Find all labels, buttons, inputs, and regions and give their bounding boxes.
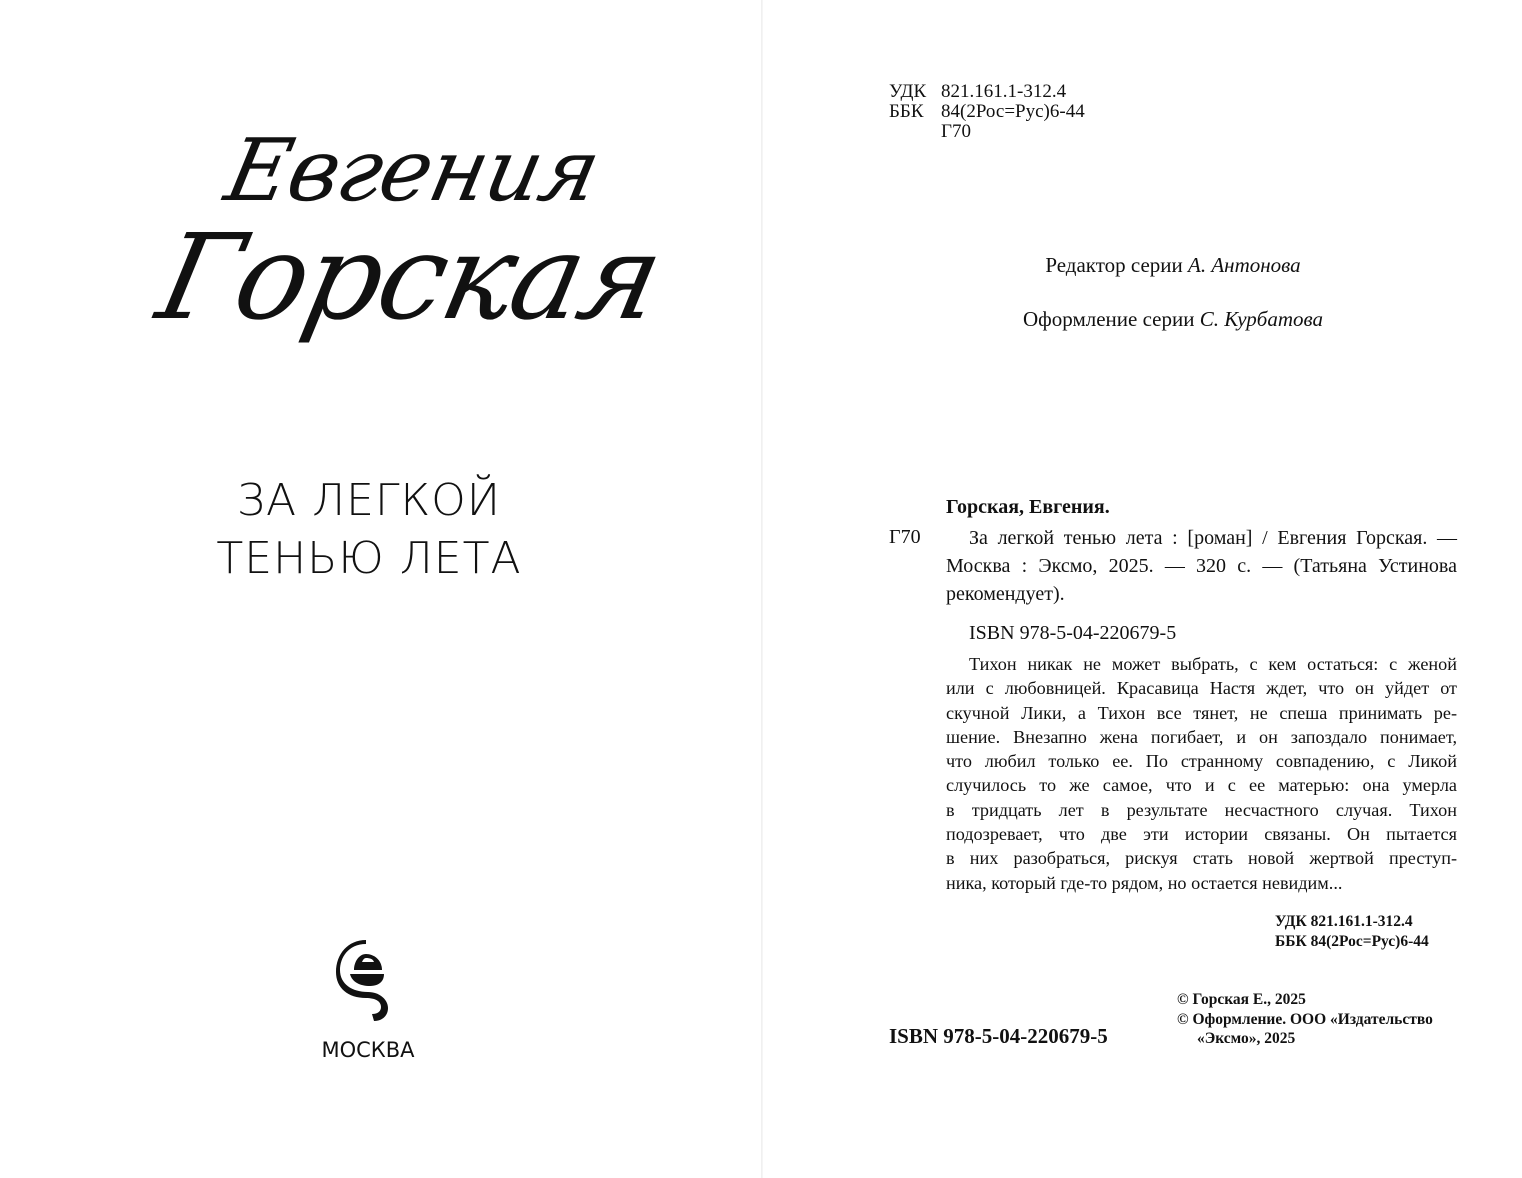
code-value: Г70 xyxy=(941,121,971,142)
series-credits xyxy=(903,250,1443,358)
author-mark-row xyxy=(889,122,1085,142)
author-first-name: Евгения xyxy=(217,121,608,221)
annotation-line: в тридцать лет в результате несчастного случая. Тихон xyxy=(946,799,1457,820)
bib-author: Горская, Евгения. xyxy=(946,496,1110,518)
annotation-line: ника, который где-то рядом, но остается невидим... xyxy=(946,872,1343,893)
classification-codes xyxy=(889,82,1085,142)
book-title xyxy=(0,472,738,588)
copyright-line: © Горская Е., 2025 xyxy=(1177,991,1306,1008)
series-design xyxy=(903,304,1443,358)
series-design-name: С. Курбатова xyxy=(1199,307,1323,331)
annotation xyxy=(946,652,1457,895)
bottom-classification xyxy=(1275,912,1429,952)
book-title-line-2: ТЕНЬЮ ЛЕТА xyxy=(216,533,522,584)
copyright-line: «Эксмо», 2025 xyxy=(1197,1030,1296,1047)
code-key: УДК xyxy=(889,81,927,102)
udk-bottom: УДК 821.161.1-312.4 xyxy=(1275,913,1413,930)
bbk-row xyxy=(889,102,1085,122)
isbn-bottom: ISBN 978-5-04-220679-5 xyxy=(889,1024,1108,1048)
publisher-logo-icon xyxy=(336,940,396,1024)
book-title-line-1: ЗА ЛЕГКОЙ xyxy=(237,475,501,526)
series-editor xyxy=(903,250,1443,304)
bib-description xyxy=(946,524,1457,608)
bib-description-text: За легкой тенью лета : [роман] / Евгения Горская. — Москва : Эксмо, 2025. — 320 с. — (Татьяна Устинова рекомендует). xyxy=(946,527,1457,605)
publisher-city: МОСКВА xyxy=(321,1038,415,1062)
series-design-label: Оформление серии xyxy=(1022,307,1200,331)
code-value: 84(2Рос=Рус)6-44 xyxy=(941,101,1085,122)
annotation-line: подозревает, что две эти истории связаны. Он пытается xyxy=(946,824,1457,845)
code-value: 821.161.1-312.4 xyxy=(941,81,1067,102)
bib-author-mark: Г70 xyxy=(889,526,921,548)
annotation-line: в них разобраться, рискуя стать новой жертвой преступ- xyxy=(946,848,1457,869)
series-editor-name: А. Антонова xyxy=(1188,253,1301,277)
annotation-line: или с любовницей. Красавица Настя ждет, что он уйдет от xyxy=(946,678,1457,699)
udk-row xyxy=(889,82,1085,102)
annotation-line: что любил только ее. По странному совпадению, с Ликой xyxy=(946,751,1457,772)
author-last-name: Горская xyxy=(147,208,673,346)
copyright-block xyxy=(1177,990,1433,1049)
annotation-line: Тихон никак не может выбрать, с кем остаться: с женой xyxy=(969,654,1457,674)
code-key: ББК xyxy=(889,101,924,122)
right-page xyxy=(763,0,1522,1178)
annotation-line: случилось то же самое, что и с ее матерью: она умерла xyxy=(946,775,1457,796)
annotation-line: скучной Лики, а Тихон все тянет, не спеша принимать ре- xyxy=(946,702,1457,723)
copyright-line: © Оформление. ООО «Издательство xyxy=(1177,1010,1433,1028)
bib-isbn: ISBN 978-5-04-220679-5 xyxy=(969,622,1177,644)
annotation-line: шение. Внезапно жена погибает, и он запоздало понимает, xyxy=(946,726,1457,747)
bbk-bottom: ББК 84(2Рос=Рус)6-44 xyxy=(1275,933,1429,950)
series-editor-label: Редактор серии xyxy=(1045,253,1188,277)
